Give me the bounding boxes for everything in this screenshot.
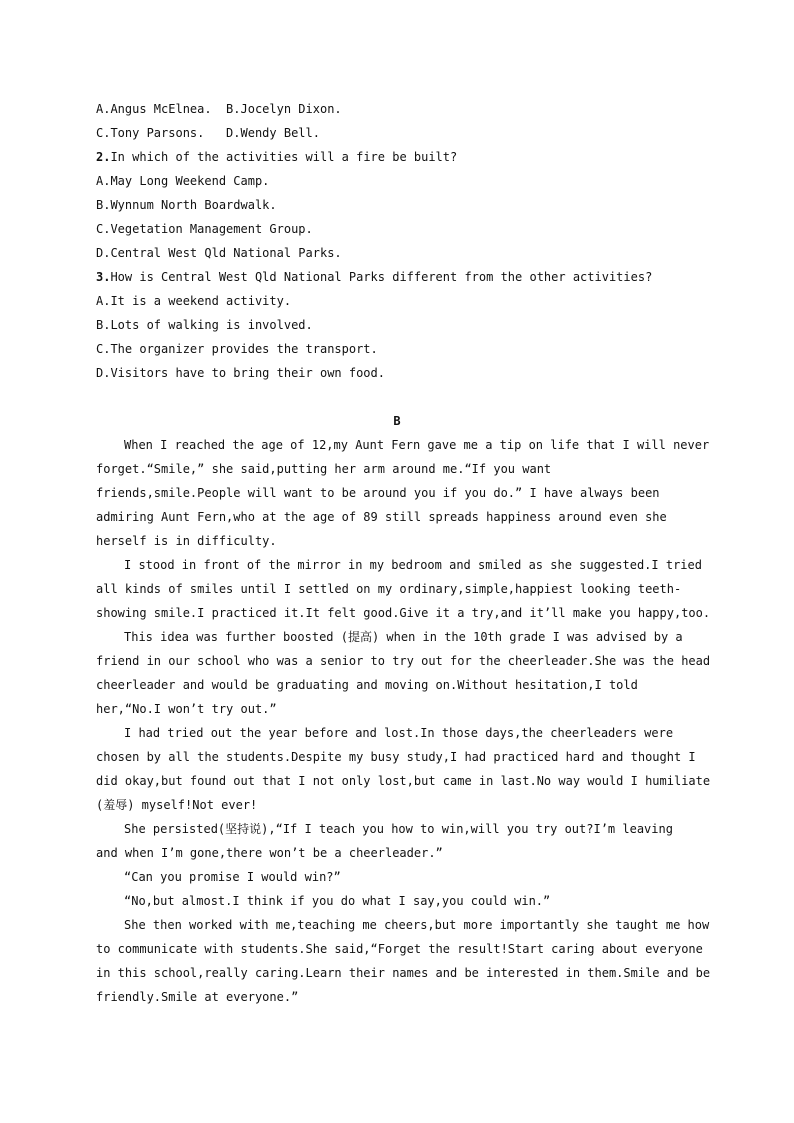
q3-option-b: B.Lots of walking is involved. — [96, 318, 313, 332]
passage-line: This idea was further boosted (提高) when in the 10th grade I was advised by a — [124, 630, 683, 644]
passage-line: forget.“Smile,” she said,putting her arm around me.“If you want — [96, 462, 552, 476]
passage-line: chosen by all the students.Despite my busy study,I had practiced hard and thought I — [96, 750, 696, 764]
passage-line: and when I’m gone,there won’t be a cheerleader.” — [96, 846, 443, 860]
q1-options-line-2: C.Tony Parsons. D.Wendy Bell. — [96, 126, 320, 140]
passage-line: When I reached the age of 12,my Aunt Fern gave me a tip on life that I will never — [124, 438, 710, 452]
question-2 — [96, 149, 706, 165]
passage-line: She persisted(坚持说),“If I teach you how to win,will you try out?I’m leaving — [124, 822, 673, 836]
section-heading: B — [393, 414, 401, 428]
q2-option-d: D.Central West Qld National Parks. — [96, 246, 342, 260]
passage-line: showing smile.I practiced it.It felt good.Give it a try,and it’ll make you happy,too. — [96, 606, 711, 620]
passage-line: friend in our school who was a senior to try out for the cheerleader.She was the head — [96, 654, 711, 668]
q1-options-line-1: A.Angus McElnea. B.Jocelyn Dixon. — [96, 102, 342, 116]
passage-line: (羞辱) myself!Not ever! — [96, 798, 258, 812]
passage-line: all kinds of smiles until I settled on my ordinary,simple,happiest looking teeth- — [96, 582, 682, 596]
question-3-number: 3. — [96, 270, 111, 284]
q2-option-a: A.May Long Weekend Camp. — [96, 174, 270, 188]
q3-option-c: C.The organizer provides the transport. — [96, 342, 378, 356]
passage-line: did okay,but found out that I not only lost,but came in last.No way would I humiliate — [96, 774, 711, 788]
q3-option-a: A.It is a weekend activity. — [96, 294, 292, 308]
question-3-text: How is Central West Qld National Parks different from the other activities? — [110, 270, 653, 284]
question-3 — [96, 269, 706, 285]
passage-line: in this school,really caring.Learn their names and be interested in them.Smile and be — [96, 966, 711, 980]
passage-line: herself is in difficulty. — [96, 534, 277, 548]
passage-line: I stood in front of the mirror in my bedroom and smiled as she suggested.I tried — [124, 558, 702, 572]
passage-line: friendly.Smile at everyone.” — [96, 990, 299, 1004]
q2-option-c: C.Vegetation Management Group. — [96, 222, 313, 236]
q2-option-b: B.Wynnum North Boardwalk. — [96, 198, 277, 212]
passage-line: cheerleader and would be graduating and moving on.Without hesitation,I told — [96, 678, 638, 692]
passage-line: “Can you promise I would win?” — [124, 870, 341, 884]
question-2-text: In which of the activities will a fire be built? — [110, 150, 458, 164]
passage-line: I had tried out the year before and lost.In those days,the cheerleaders were — [124, 726, 674, 740]
question-2-number: 2. — [96, 150, 111, 164]
passage-line: “No,but almost.I think if you do what I say,you could win.” — [124, 894, 551, 908]
passage-line: friends,smile.People will want to be around you if you do.” I have always been — [96, 486, 660, 500]
passage-line: to communicate with students.She said,“Forget the result!Start caring about everyone — [96, 942, 703, 956]
q3-option-d: D.Visitors have to bring their own food. — [96, 366, 385, 380]
passage-line: her,“No.I won’t try out.” — [96, 702, 277, 716]
passage-line: admiring Aunt Fern,who at the age of 89 still spreads happiness around even she — [96, 510, 667, 524]
passage-line: She then worked with me,teaching me cheers,but more importantly she taught me how — [124, 918, 710, 932]
